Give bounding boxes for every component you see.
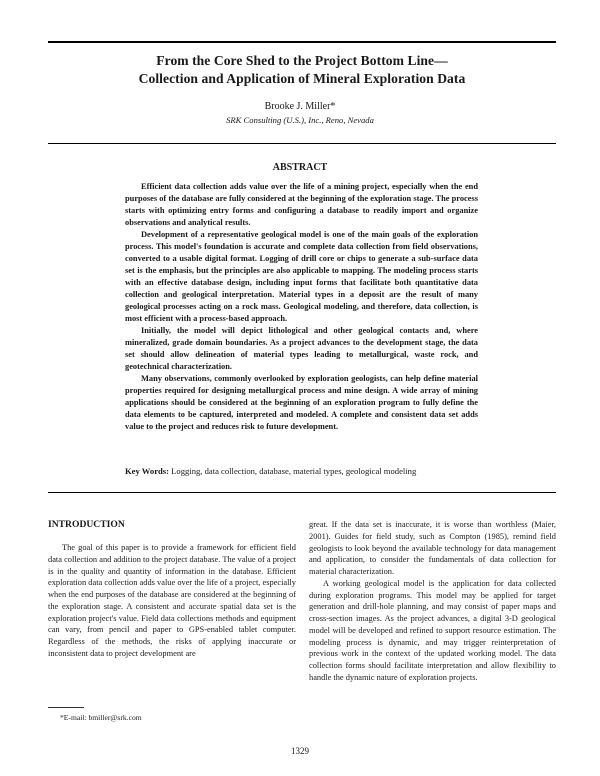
abstract-paragraph: Development of a representative geological model is one of the main goals of the exploration process. This model's foundation is accurate and complete data collection from field observations, converted to a usable digital format. Logging of drill core or chips to generate a sub-surface data set is the emphasis, but the principles are also applicable to mapping. The modeling process starts with an effective database design, including input forms that facilitate both quantitative data collection and geological interpretation. Material types in a deposit are the result of many geological processes acting on a rock mass. Geological modeling, and therefore, data collection, is most efficient with a process-based approach. <box>125 230 478 323</box>
header-rule <box>48 143 556 144</box>
abstract-paragraph: Initially, the model will depict lithological and other geological contacts and, where mineralized, grade domain boundaries. As a project advances to the development stage, the data set should allow delineation of material types leading to metallurgical, waste rock, and geotechnical characterization. <box>125 326 478 371</box>
abstract-body <box>125 181 478 433</box>
right-column <box>309 519 556 684</box>
intro-paragraph: great. If the data set is inaccurate, it is worse than worthless (Maier, 2001). Guides for field study, such as Compton (1985), remind field geologists to look beyond the available technology for data management and application, to consider the fundamentals of data collection for material characterization. <box>309 520 556 576</box>
title-line-2: Collection and Application of Mineral Exploration Data <box>138 71 466 86</box>
author-name: Brooke J. Miller* <box>264 101 336 112</box>
keywords <box>125 466 505 476</box>
abstract-paragraph: Efficient data collection adds value over the life of a mining project, especially when the end purposes of the database are fully considered at the beginning of the exploration stage. The process starts with optimizing entry forms and configuring a database to readily import and organize observations and analytical results. <box>125 182 478 227</box>
paper-title <box>48 52 556 88</box>
keywords-label: Key Words: <box>125 466 170 476</box>
abstract-heading: ABSTRACT <box>272 162 328 173</box>
intro-paragraph: A working geological model is the application for data collected during exploration programs. This model may be applied for target generation and drill-hole planning, and may consist of paper maps and cross-section images. As the project advances, a digital 3-D geological model will be developed and refined to support resource estimation. The modeling process is dynamic, and may trigger reinterpretation of previous work in the context of the updated working model. The data collection forms should facilitate interpretation and allow flexibility to handle the dynamic nature of exploration projects. <box>309 578 556 682</box>
top-rule <box>48 41 556 43</box>
keywords-text: Logging, data collection, database, material types, geological modeling <box>171 466 417 476</box>
footnote-rule <box>48 707 84 708</box>
intro-paragraph: The goal of this paper is to provide a framework for efficient field data collection and addition to the project database. The value of a project is in the quality and quantity of information in the database. Efficient exploration data collection adds value over the life of a project, especially when the end purposes of the database are considered at the beginning of the exploration stage. A consistent and accurate spatial data set is the exploration project's value. Field data collections methods and equipment can vary, from pencil and paper to GPS-enabled tablet computer. Regardless of the methods, the risks of applying inaccurate or inconsistent data to project development are <box>48 543 296 658</box>
footnote-email: *E-mail: bmiller@srk.com <box>60 713 142 722</box>
author-affiliation: SRK Consulting (U.S.), Inc., Reno, Nevada <box>226 115 374 125</box>
left-column <box>48 542 296 660</box>
title-line-1: From the Core Shed to the Project Bottom Line— <box>156 53 448 68</box>
abstract-rule <box>48 492 556 493</box>
page-number: 1329 <box>291 746 309 756</box>
introduction-heading: INTRODUCTION <box>48 519 125 530</box>
abstract-paragraph: Many observations, commonly overlooked by exploration geologists, can help define material properties required for designing metallurgical process and mine design. A wide array of mining applications should be considered at the beginning of an exploration program to fully define the data elements to be captured, interpreted and modeled. A complete and consistent data set adds value to the project and reduces risk to future development. <box>125 374 478 431</box>
